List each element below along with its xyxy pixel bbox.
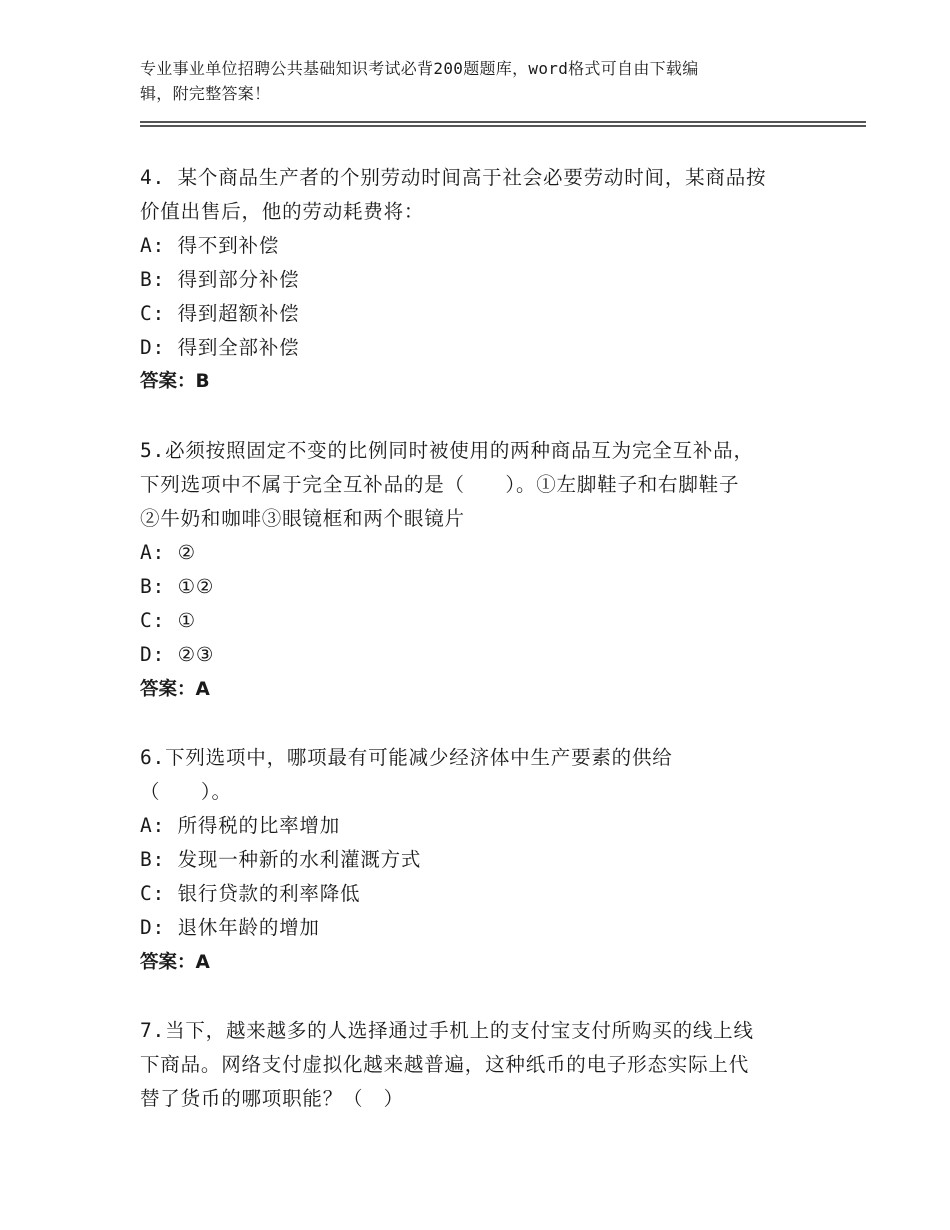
header-line-2: 辑，附完整答案！ bbox=[140, 84, 271, 103]
answer-value: A bbox=[195, 679, 210, 700]
question-stem-line: 下列选项中不属于完全互补品的是（ ）。①左脚鞋子和右脚鞋子 bbox=[140, 473, 740, 496]
answer-label: 答案： bbox=[140, 371, 196, 392]
option-a: A: ② bbox=[140, 541, 196, 564]
option-b: B: 发现一种新的水利灌溉方式 bbox=[140, 848, 422, 871]
question-stem-line: 4. 某个商品生产者的个别劳动时间高于社会必要劳动时间，某商品按 bbox=[140, 166, 767, 189]
answer bbox=[140, 673, 210, 707]
option-b: B: 得到部分补偿 bbox=[140, 268, 300, 291]
question-stem-line: 7.当下，越来越多的人选择通过手机上的支付宝支付所购买的线上线 bbox=[140, 1019, 754, 1042]
answer bbox=[140, 946, 210, 980]
answer-label: 答案： bbox=[140, 679, 196, 700]
answer bbox=[140, 365, 210, 399]
header-divider-bottom bbox=[140, 125, 866, 127]
question-stem-line: 替了货币的哪项职能？（ ） bbox=[140, 1087, 404, 1110]
answer-value: A bbox=[195, 952, 210, 973]
option-d: D: 得到全部补偿 bbox=[140, 336, 300, 359]
option-c: C: ① bbox=[140, 609, 196, 632]
option-c: C: 银行贷款的利率降低 bbox=[140, 882, 361, 905]
document-header bbox=[140, 56, 800, 106]
option-a: A: 得不到补偿 bbox=[140, 234, 280, 257]
question-stem-line: 价值出售后，他的劳动耗费将： bbox=[140, 200, 425, 223]
question-stem-line: 下商品。网络支付虚拟化越来越普遍，这种纸币的电子形态实际上代 bbox=[140, 1053, 750, 1076]
question-stem-line: ②牛奶和咖啡③眼镜框和两个眼镜片 bbox=[140, 507, 465, 530]
option-b: B: ①② bbox=[140, 575, 215, 598]
answer-value: B bbox=[195, 371, 210, 392]
option-d: D: 退休年龄的增加 bbox=[140, 916, 320, 939]
answer-label: 答案： bbox=[140, 952, 196, 973]
question-stem-line: 6.下列选项中，哪项最有可能减少经济体中生产要素的供给 bbox=[140, 746, 673, 769]
question-stem-line: 5.必须按照固定不变的比例同时被使用的两种商品互为完全互补品， bbox=[140, 439, 754, 462]
option-d: D: ②③ bbox=[140, 643, 215, 666]
header-divider-top bbox=[140, 121, 866, 123]
option-c: C: 得到超额补偿 bbox=[140, 302, 300, 325]
question-stem-line: （ ）。 bbox=[140, 780, 232, 803]
header-line-1: 专业事业单位招聘公共基础知识考试必背200题题库，word格式可自由下载编 bbox=[140, 59, 699, 78]
option-a: A: 所得税的比率增加 bbox=[140, 814, 341, 837]
